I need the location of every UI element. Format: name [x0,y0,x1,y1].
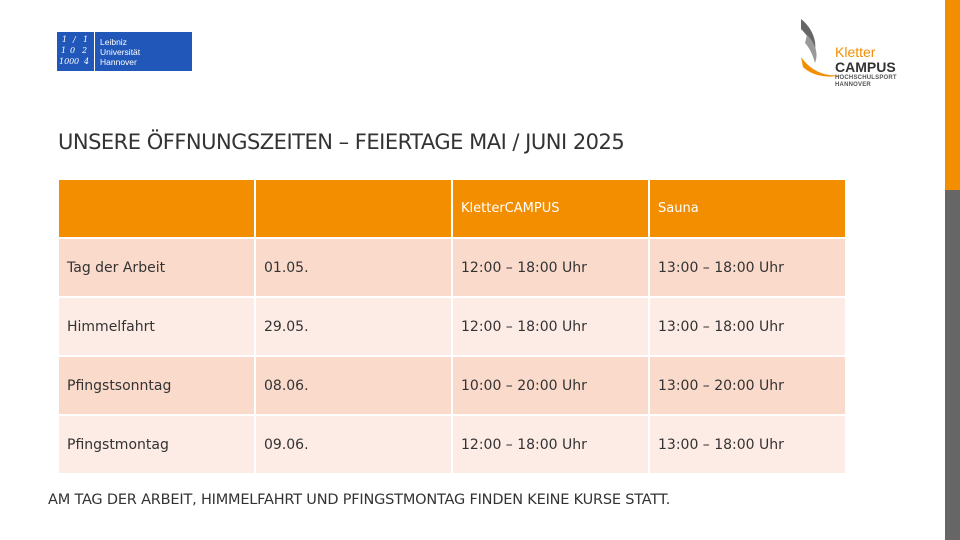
table-row [59,298,845,355]
holiday-name: Pfingstmontag [59,416,254,473]
klettercampus-logo-text [835,45,897,89]
holiday-name: Pfingstsonntag [59,357,254,414]
luh-logo-line1: Leibniz [100,36,127,47]
table-row [59,357,845,414]
side-accent-bar-orange [945,0,960,190]
holiday-date: 08.06. [256,357,451,414]
holiday-name: Tag der Arbeit [59,239,254,296]
holiday-date: 29.05. [256,298,451,355]
luh-logo-line2: Universität [100,46,141,57]
luh-logo-text [95,37,140,67]
sauna-hours: 13:00 – 18:00 Uhr [650,416,845,473]
klettercampus-logo [797,17,912,99]
klettercampus-logo-line2: CAMPUS [835,59,896,75]
holiday-date: 01.05. [256,239,451,296]
courses-note: AM TAG DER ARBEIT, HIMMELFAHRT UND PFINGSTMONTAG FINDEN KEINE KURSE STATT. [48,492,671,508]
luh-logo [57,32,192,71]
table-header-row [59,180,845,237]
page-title: UNSERE ÖFFNUNGSZEITEN – FEIERTAGE MAI / JUNI 2025 [58,130,625,154]
klettercampus-hours: 10:00 – 20:00 Uhr [453,357,648,414]
holiday-date: 09.06. [256,416,451,473]
klettercampus-logo-line3: HOCHSCHULSPORT [835,75,897,81]
holiday-name: Himmelfahrt [59,298,254,355]
table-header-klettercampus: KletterCAMPUS [453,180,648,237]
table-row [59,416,845,473]
table-header-cell [256,180,451,237]
opening-hours-table [57,178,847,475]
klettercampus-logo-line4: HANNOVER [835,82,871,88]
sauna-hours: 13:00 – 18:00 Uhr [650,239,845,296]
side-accent-bar-gray [945,190,960,540]
klettercampus-logo-line1: Kletter [835,44,876,60]
table-header-sauna: Sauna [650,180,845,237]
table-row [59,239,845,296]
luh-logo-mark: 1 / 1 1 0 2 100 0 4 [57,32,95,71]
table-header-cell [59,180,254,237]
sauna-hours: 13:00 – 20:00 Uhr [650,357,845,414]
klettercampus-hours: 12:00 – 18:00 Uhr [453,416,648,473]
klettercampus-hours: 12:00 – 18:00 Uhr [453,298,648,355]
luh-logo-line3: Hannover [100,56,137,67]
sauna-hours: 13:00 – 18:00 Uhr [650,298,845,355]
klettercampus-hours: 12:00 – 18:00 Uhr [453,239,648,296]
